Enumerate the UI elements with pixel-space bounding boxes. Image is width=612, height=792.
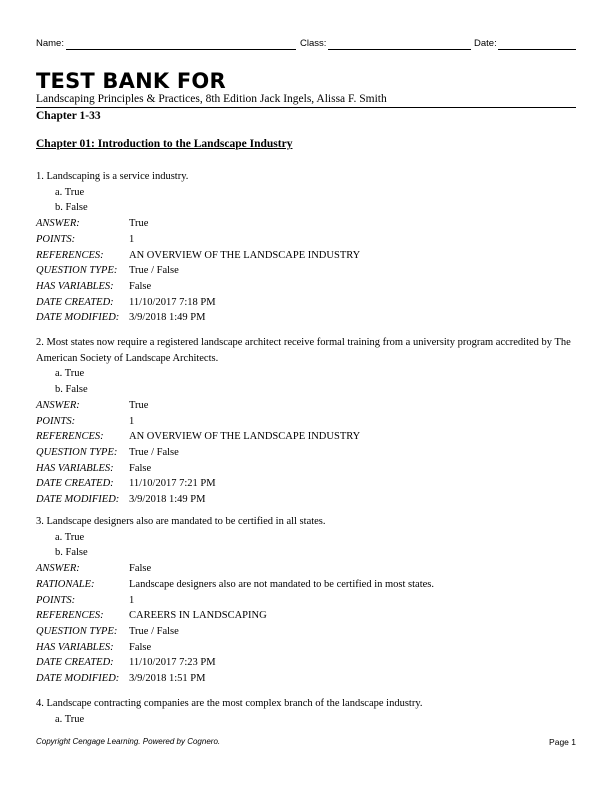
option-b: b. False — [55, 202, 88, 214]
option-b: b. False — [55, 547, 88, 559]
option-a: a. True — [55, 713, 85, 725]
meta-answer: ANSWER: False — [36, 563, 152, 575]
question-3 — [36, 514, 576, 687]
meta-points: POINTS: 1 — [36, 594, 135, 606]
meta-answer: ANSWER: True — [36, 399, 149, 411]
page-number: Page 1 — [549, 737, 576, 747]
meta-points: POINTS: 1 — [36, 233, 135, 245]
meta-rationale: RATIONALE: Landscape designers also are not mandated to be certified in most states. — [36, 578, 434, 590]
question-1 — [36, 169, 576, 326]
meta-answer: ANSWER: True — [36, 218, 149, 230]
option-b: b. False — [55, 384, 88, 396]
option-a: a. True — [55, 531, 85, 543]
meta-date-modified: DATE MODIFIED: 3/9/2018 1:51 PM — [36, 673, 206, 685]
meta-question-type: QUESTION TYPE: True / False — [36, 265, 179, 277]
page-footer — [36, 737, 576, 746]
meta-date-created: DATE CREATED: 11/10/2017 7:23 PM — [36, 657, 216, 669]
chapter-range: Chapter 1-33 — [36, 110, 101, 122]
page-title: TEST BANK FOR — [36, 69, 226, 93]
book-subtitle: Landscaping Principles & Practices, 8th Edition Jack Ingels, Alissa F. Smith — [36, 93, 387, 105]
meta-date-modified: DATE MODIFIED: 3/9/2018 1:49 PM — [36, 312, 206, 324]
option-a: a. True — [55, 186, 85, 198]
question-2 — [36, 335, 576, 508]
meta-has-variables: HAS VARIABLES: False — [36, 462, 152, 474]
meta-question-type: QUESTION TYPE: True / False — [36, 625, 179, 637]
meta-date-modified: DATE MODIFIED: 3/9/2018 1:49 PM — [36, 494, 206, 506]
question-text: 3. Landscape designers also are mandated to be certified in all states. — [36, 516, 326, 527]
copyright-text: Copyright Cengage Learning. Powered by Cognero. — [36, 737, 221, 746]
question-text: 1. Landscaping is a service industry. — [36, 171, 189, 182]
option-a: a. True — [55, 368, 85, 380]
meta-date-created: DATE CREATED: 11/10/2017 7:21 PM — [36, 478, 216, 490]
meta-references: REFERENCES: AN OVERVIEW OF THE LANDSCAPE INDUSTRY — [36, 431, 361, 443]
question-text: 2. Most states now require a registered landscape architect receive formal training from a university program accredited by The American Society of Landscape Architects. — [36, 337, 571, 364]
question-text: 4. Landscape contracting companies are the most complex branch of the landscape industry. — [36, 698, 423, 709]
class-label: Class: — [300, 38, 327, 49]
date-blank — [498, 49, 576, 50]
name-blank — [66, 49, 296, 50]
title-rule — [36, 107, 576, 108]
question-4 — [36, 696, 576, 727]
meta-date-created: DATE CREATED: 11/10/2017 7:18 PM — [36, 296, 216, 308]
name-label: Name: — [36, 38, 64, 49]
class-blank — [328, 49, 471, 50]
meta-references: REFERENCES: CAREERS IN LANDSCAPING — [36, 610, 267, 622]
meta-has-variables: HAS VARIABLES: False — [36, 280, 152, 292]
date-label: Date: — [474, 38, 497, 49]
meta-points: POINTS: 1 — [36, 415, 135, 427]
meta-references: REFERENCES: AN OVERVIEW OF THE LANDSCAPE INDUSTRY — [36, 249, 361, 261]
meta-question-type: QUESTION TYPE: True / False — [36, 446, 179, 458]
chapter-heading: Chapter 01: Introduction to the Landscape Industry — [36, 138, 293, 150]
meta-has-variables: HAS VARIABLES: False — [36, 641, 152, 653]
